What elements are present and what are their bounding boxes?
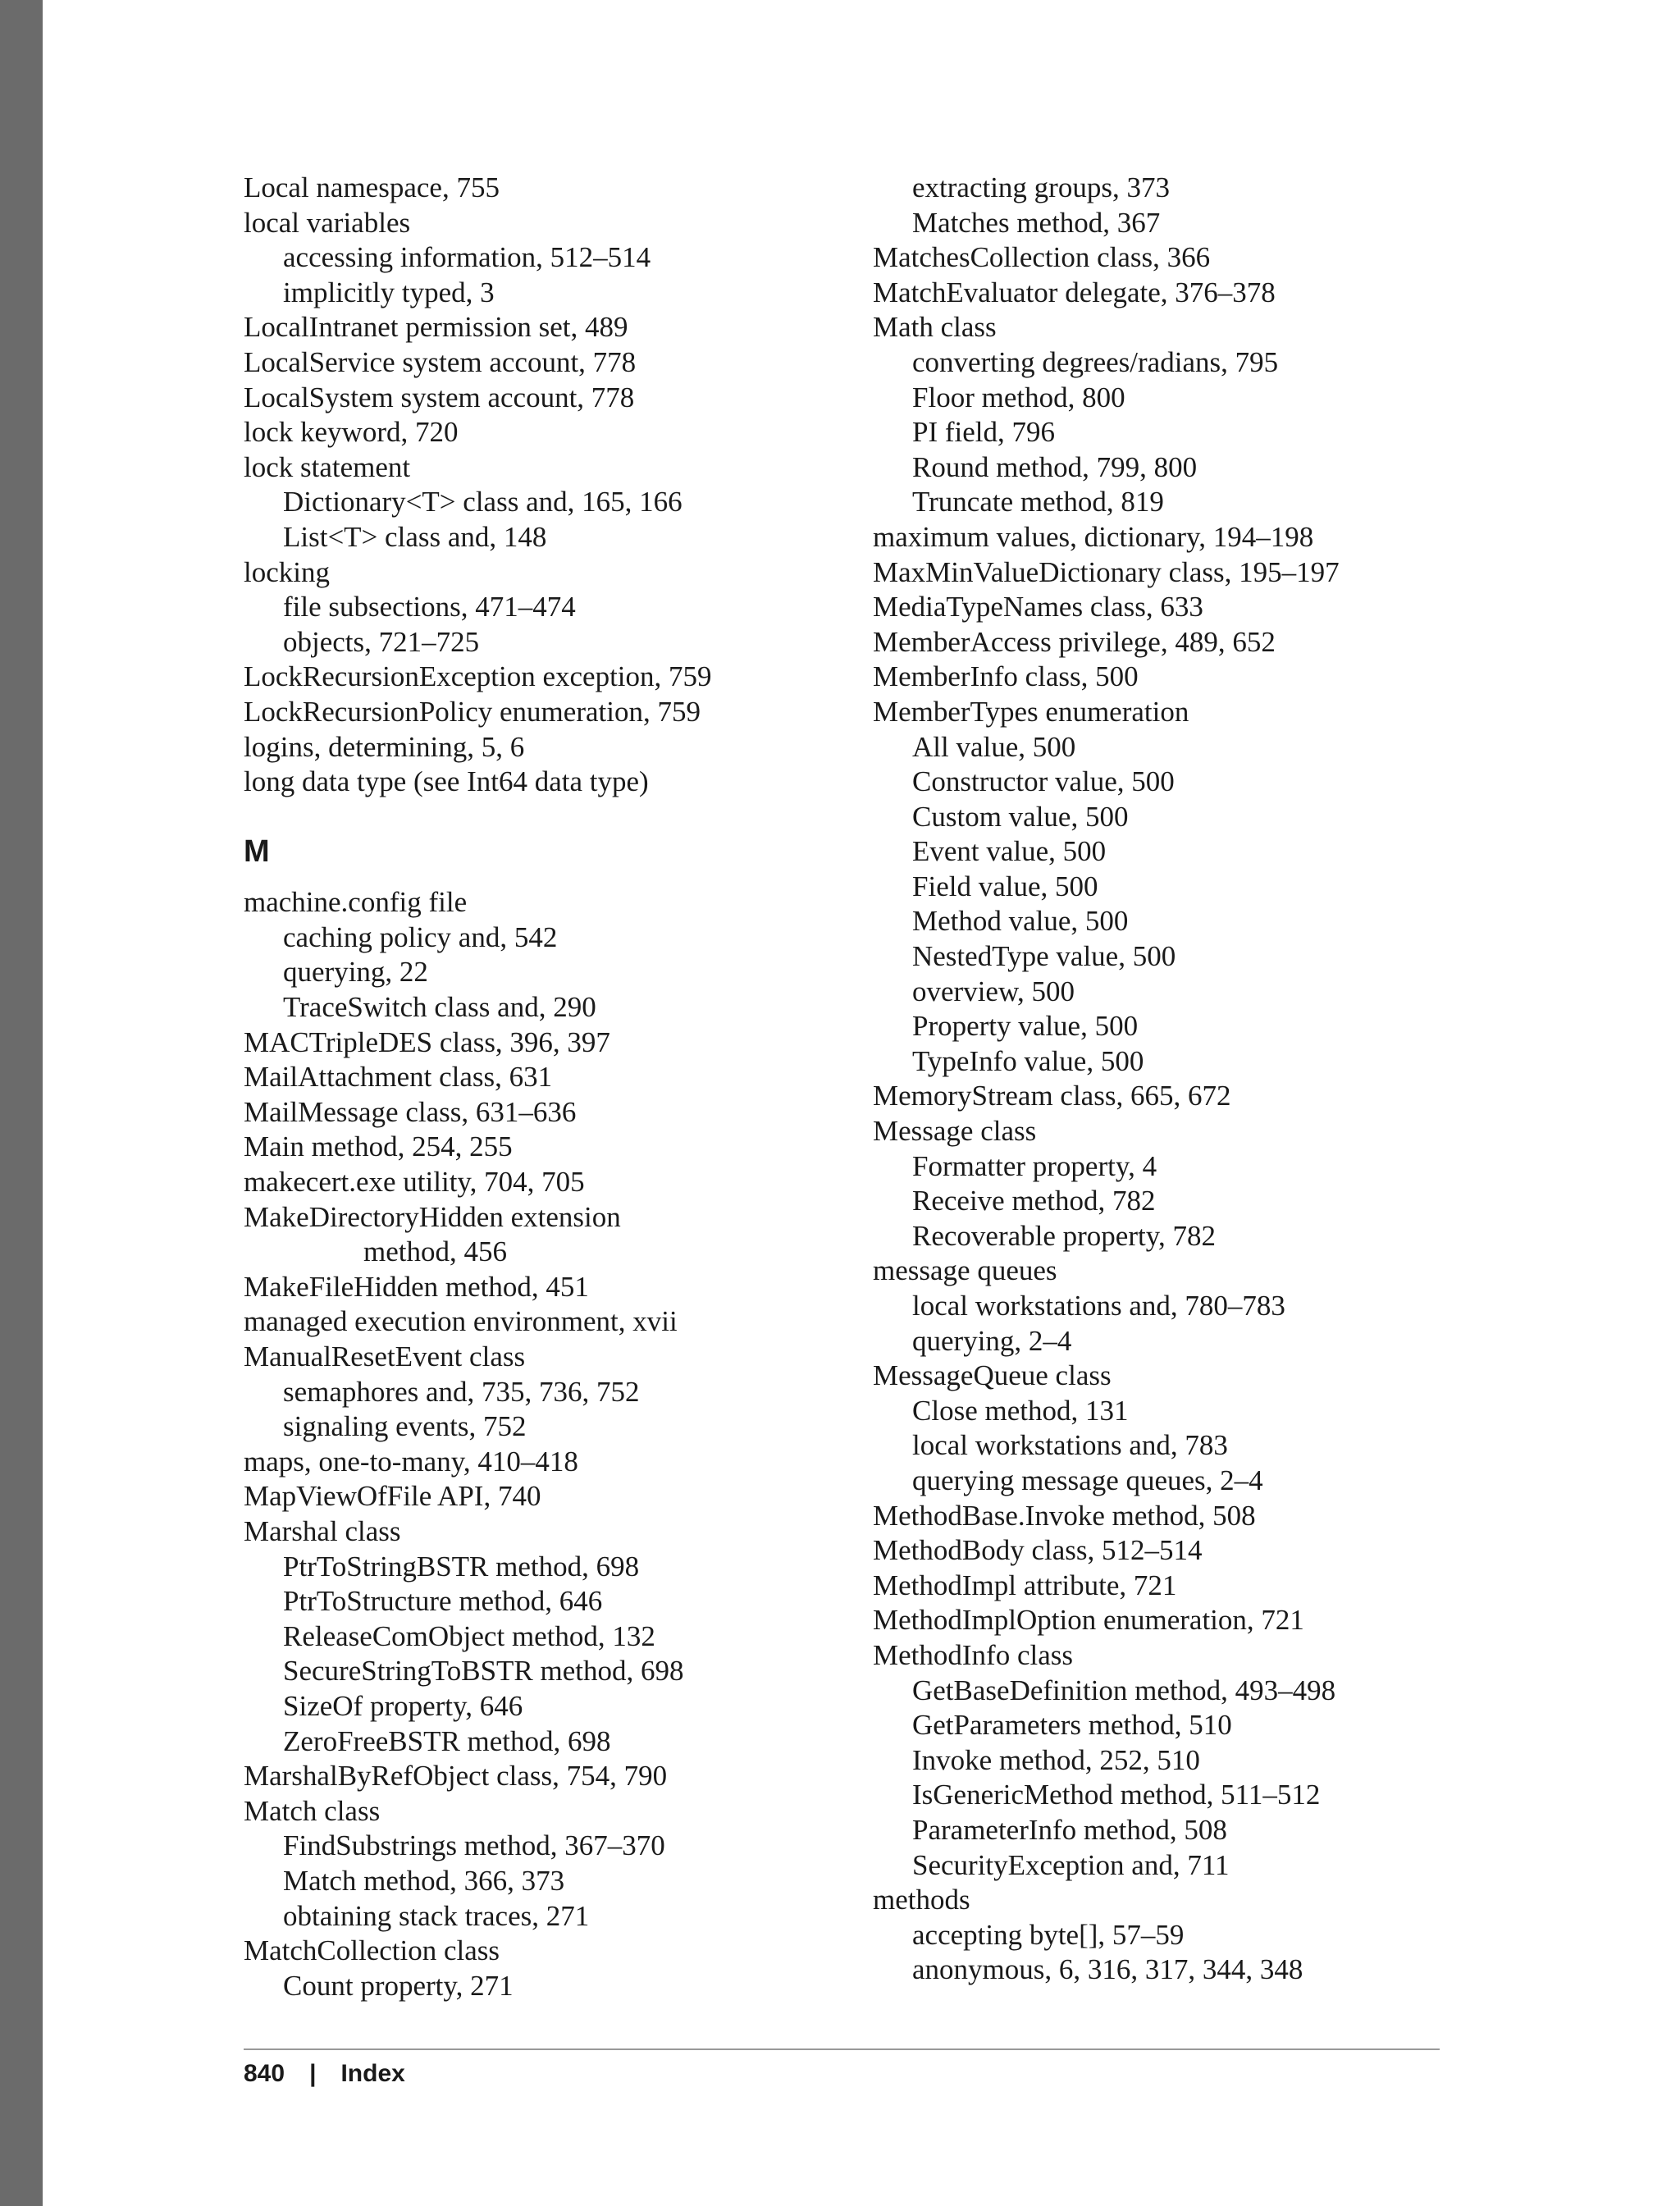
index-subentry: Match method, 366, 373 <box>283 1864 565 1897</box>
index-entry: MACTripleDES class, 396, 397 <box>244 1025 610 1058</box>
index-subentry: obtaining stack traces, 271 <box>283 1899 590 1932</box>
index-entry: machine.config file <box>244 886 468 919</box>
index-entry: MessageQueue class <box>873 1359 1112 1392</box>
index-entry: methods <box>873 1884 970 1916</box>
index-entry: Main method, 254, 255 <box>244 1130 513 1163</box>
index-entry: maximum values, dictionary, 194–198 <box>873 520 1314 553</box>
index-subentry: overview, 500 <box>912 975 1075 1007</box>
index-subentry: List<T> class and, 148 <box>283 520 547 553</box>
index-entry: MakeFileHidden method, 451 <box>244 1270 589 1303</box>
index-entry: MemberInfo class, 500 <box>873 660 1139 693</box>
index-entry: logins, determining, 5, 6 <box>244 730 525 763</box>
index-entry: MatchesCollection class, 366 <box>873 241 1211 274</box>
index-subentry: ParameterInfo method, 508 <box>912 1813 1227 1846</box>
index-entry: LocalSystem system account, 778 <box>244 381 635 413</box>
page-footer <box>244 2058 405 2090</box>
index-entry: lock statement <box>244 450 411 483</box>
index-subentry: PtrToStringBSTR method, 698 <box>283 1550 640 1583</box>
index-subentry: extracting groups, 373 <box>912 171 1170 203</box>
index-entry: LocalService system account, 778 <box>244 345 637 378</box>
index-subentry: Count property, 271 <box>283 1969 514 2002</box>
index-subentry: IsGenericMethod method, 511–512 <box>912 1779 1321 1811</box>
index-subentry: All value, 500 <box>912 730 1076 763</box>
index-subentry: objects, 721–725 <box>283 625 480 658</box>
index-subentry: Floor method, 800 <box>912 381 1125 413</box>
index-subentry: accessing information, 512–514 <box>283 241 651 274</box>
index-entry: LockRecursionPolicy enumeration, 759 <box>244 695 701 728</box>
index-subentry: converting degrees/radians, 795 <box>912 345 1279 378</box>
index-entry: MethodImplOption enumeration, 721 <box>873 1604 1304 1637</box>
index-entry: MatchCollection class <box>244 1934 500 1967</box>
index-entry: message queues <box>873 1254 1057 1287</box>
index-subentry: querying, 22 <box>283 956 428 989</box>
index-entry: Message class <box>873 1115 1037 1148</box>
index-entry: MediaTypeNames class, 633 <box>873 591 1203 623</box>
index-subentry: local workstations and, 780–783 <box>912 1290 1285 1322</box>
index-subentry: SecureStringToBSTR method, 698 <box>283 1655 684 1688</box>
index-entry: managed execution environment, xvii <box>244 1305 678 1338</box>
index-entry: makecert.exe utility, 704, 705 <box>244 1166 585 1199</box>
index-subentry: Invoke method, 252, 510 <box>912 1743 1200 1776</box>
index-subentry: querying message queues, 2–4 <box>912 1464 1263 1496</box>
index-subentry: Recoverable property, 782 <box>912 1219 1216 1252</box>
index-subentry: TraceSwitch class and, 290 <box>283 991 596 1024</box>
index-entry: Math class <box>873 311 997 344</box>
index-entry: local variables <box>244 206 411 239</box>
page-number: 840 <box>244 2060 285 2087</box>
index-entry: MemberTypes enumeration <box>873 695 1189 728</box>
index-subentry: querying, 2–4 <box>912 1324 1072 1357</box>
index-entry: lock keyword, 720 <box>244 416 459 449</box>
index-subentry: accepting byte[], 57–59 <box>912 1918 1185 1951</box>
index-entry: MarshalByRefObject class, 754, 790 <box>244 1760 668 1793</box>
index-subentry: anonymous, 6, 316, 317, 344, 348 <box>912 1953 1303 1986</box>
index-subentry: Formatter property, 4 <box>912 1149 1157 1182</box>
index-subentry: Close method, 131 <box>912 1394 1129 1427</box>
index-entry: LocalIntranet permission set, 489 <box>244 311 628 344</box>
index-subentry: Matches method, 367 <box>912 206 1161 239</box>
index-subentry: local workstations and, 783 <box>912 1429 1228 1462</box>
index-column-right <box>873 171 1480 1988</box>
index-entry: LockRecursionException exception, 759 <box>244 660 712 693</box>
index-entry: Local namespace, 755 <box>244 171 500 203</box>
index-entry: Match class <box>244 1794 381 1827</box>
index-entry: MakeDirectoryHidden extension <box>244 1200 621 1233</box>
index-entry: ManualResetEvent class <box>244 1340 526 1372</box>
index-subentry: Field value, 500 <box>912 870 1098 902</box>
index-entry: MemberAccess privilege, 489, 652 <box>873 625 1276 658</box>
index-subentry: Dictionary<T> class and, 165, 166 <box>283 486 682 518</box>
footer-separator: | <box>309 2060 317 2087</box>
index-subentry: Constructor value, 500 <box>912 765 1175 798</box>
index-subentry: PI field, 796 <box>912 416 1056 449</box>
index-subentry: PtrToStructure method, 646 <box>283 1585 603 1618</box>
index-entry: MapViewOfFile API, 740 <box>244 1480 541 1513</box>
index-subentry: NestedType value, 500 <box>912 940 1176 973</box>
section-letter-heading: M <box>244 834 270 869</box>
section-title: Index <box>340 2060 405 2087</box>
index-subentry: SecurityException and, 711 <box>912 1848 1230 1881</box>
index-subentry: SizeOf property, 646 <box>283 1689 523 1722</box>
index-entry: locking <box>244 555 330 588</box>
index-subentry: semaphores and, 735, 736, 752 <box>283 1375 640 1408</box>
index-subentry: Custom value, 500 <box>912 800 1129 833</box>
index-entry: MailAttachment class, 631 <box>244 1061 553 1094</box>
index-entry: MethodImpl attribute, 721 <box>873 1569 1177 1601</box>
index-subentry: TypeInfo value, 500 <box>912 1044 1144 1077</box>
index-subentry: caching policy and, 542 <box>283 920 558 953</box>
index-entry: Marshal class <box>244 1514 401 1547</box>
index-subentry: ZeroFreeBSTR method, 698 <box>283 1724 611 1757</box>
index-entry: maps, one-to-many, 410–418 <box>244 1445 578 1478</box>
index-subentry: ReleaseComObject method, 132 <box>283 1619 655 1652</box>
index-entry-continuation: method, 456 <box>363 1235 507 1268</box>
index-subentry: Round method, 799, 800 <box>912 450 1198 483</box>
index-subentry: Truncate method, 819 <box>912 486 1164 518</box>
footer-rule <box>244 2048 1440 2050</box>
index-entry: MailMessage class, 631–636 <box>244 1095 577 1128</box>
index-subentry: GetBaseDefinition method, 493–498 <box>912 1674 1336 1706</box>
index-column-left <box>244 171 851 2003</box>
index-entry: MatchEvaluator delegate, 376–378 <box>873 276 1276 308</box>
index-subentry: Receive method, 782 <box>912 1185 1156 1217</box>
index-subentry: implicitly typed, 3 <box>283 276 495 308</box>
index-entry: MethodBody class, 512–514 <box>873 1534 1203 1567</box>
index-subentry: Property value, 500 <box>912 1010 1139 1043</box>
index-entry: MethodBase.Invoke method, 508 <box>873 1499 1256 1532</box>
index-subentry: GetParameters method, 510 <box>912 1709 1232 1742</box>
index-subentry: file subsections, 471–474 <box>283 591 576 623</box>
index-subentry: Method value, 500 <box>912 905 1129 938</box>
index-entry: MethodInfo class <box>873 1638 1073 1671</box>
index-entry: MaxMinValueDictionary class, 195–197 <box>873 555 1340 588</box>
index-entry: long data type (see Int64 data type) <box>244 765 649 798</box>
index-subentry: signaling events, 752 <box>283 1410 527 1443</box>
index-subentry: FindSubstrings method, 367–370 <box>283 1829 665 1862</box>
index-subentry: Event value, 500 <box>912 835 1107 868</box>
index-entry: MemoryStream class, 665, 672 <box>873 1080 1231 1112</box>
